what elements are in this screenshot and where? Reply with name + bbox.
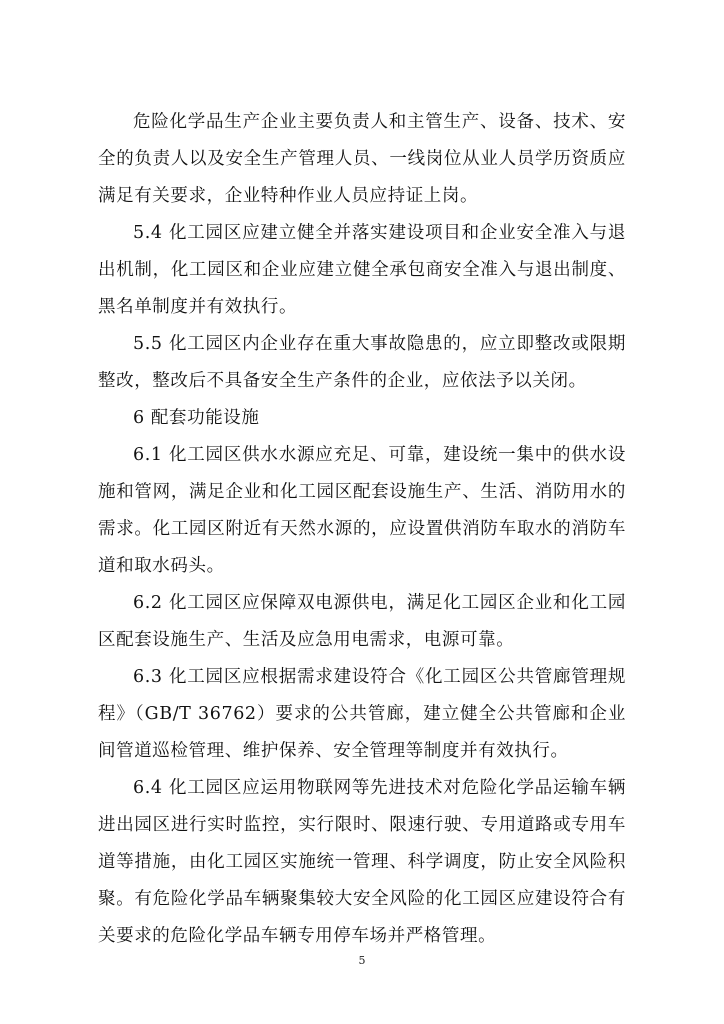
section-heading-6: 6 配套功能设施	[133, 408, 260, 428]
paragraph-6-4: 6.4 化工园区应运用物联网等先进技术对危险化学品运输车辆进出园区进行实时监控，实行限时、限速行驶、专用道路或专用车道等措施，由化工园区实施统一管理、科学调度，防止安全风险积聚。有危险化学品车辆聚集较大安全风险的化工园区应建设符合有关要求的危险化学品车辆专用停车场并严格管理。	[98, 778, 626, 946]
paragraph-6-2: 6.2 化工园区应保障双电源供电，满足化工园区企业和化工园区配套设施生产、生活及应急用电需求，电源可靠。	[98, 593, 626, 650]
paragraph-personnel-qualification: 危险化学品生产企业主要负责人和主管生产、设备、技术、安全的负责人以及安全生产管理人员、一线岗位从业人员学历资质应满足有关要求，企业特种作业人员应持证上岗。	[98, 112, 626, 206]
paragraph-6-1: 6.1 化工园区供水水源应充足、可靠，建设统一集中的供水设施和管网，满足企业和化工园区配套设施生产、生活、消防用水的需求。化工园区附近有天然水源的，应设置供消防车取水的消防车道和取水码头。	[98, 445, 626, 576]
paragraph-5-4: 5.4 化工园区应建立健全并落实建设项目和企业安全准入与退出机制，化工园区和企业应建立健全承包商安全准入与退出制度、黑名单制度并有效执行。	[98, 223, 626, 317]
page-number: 5	[358, 954, 366, 967]
paragraph-6-3: 6.3 化工园区应根据需求建设符合《化工园区公共管廊管理规程》（GB/T 36762）要求的公共管廊，建立健全公共管廊和企业间管道巡检管理、维护保养、安全管理等制度并有效执行。	[98, 667, 626, 761]
paragraph-5-5: 5.5 化工园区内企业存在重大事故隐患的，应立即整改或限期整改，整改后不具备安全生产条件的企业，应依法予以关闭。	[98, 334, 626, 391]
body-text	[98, 104, 626, 955]
